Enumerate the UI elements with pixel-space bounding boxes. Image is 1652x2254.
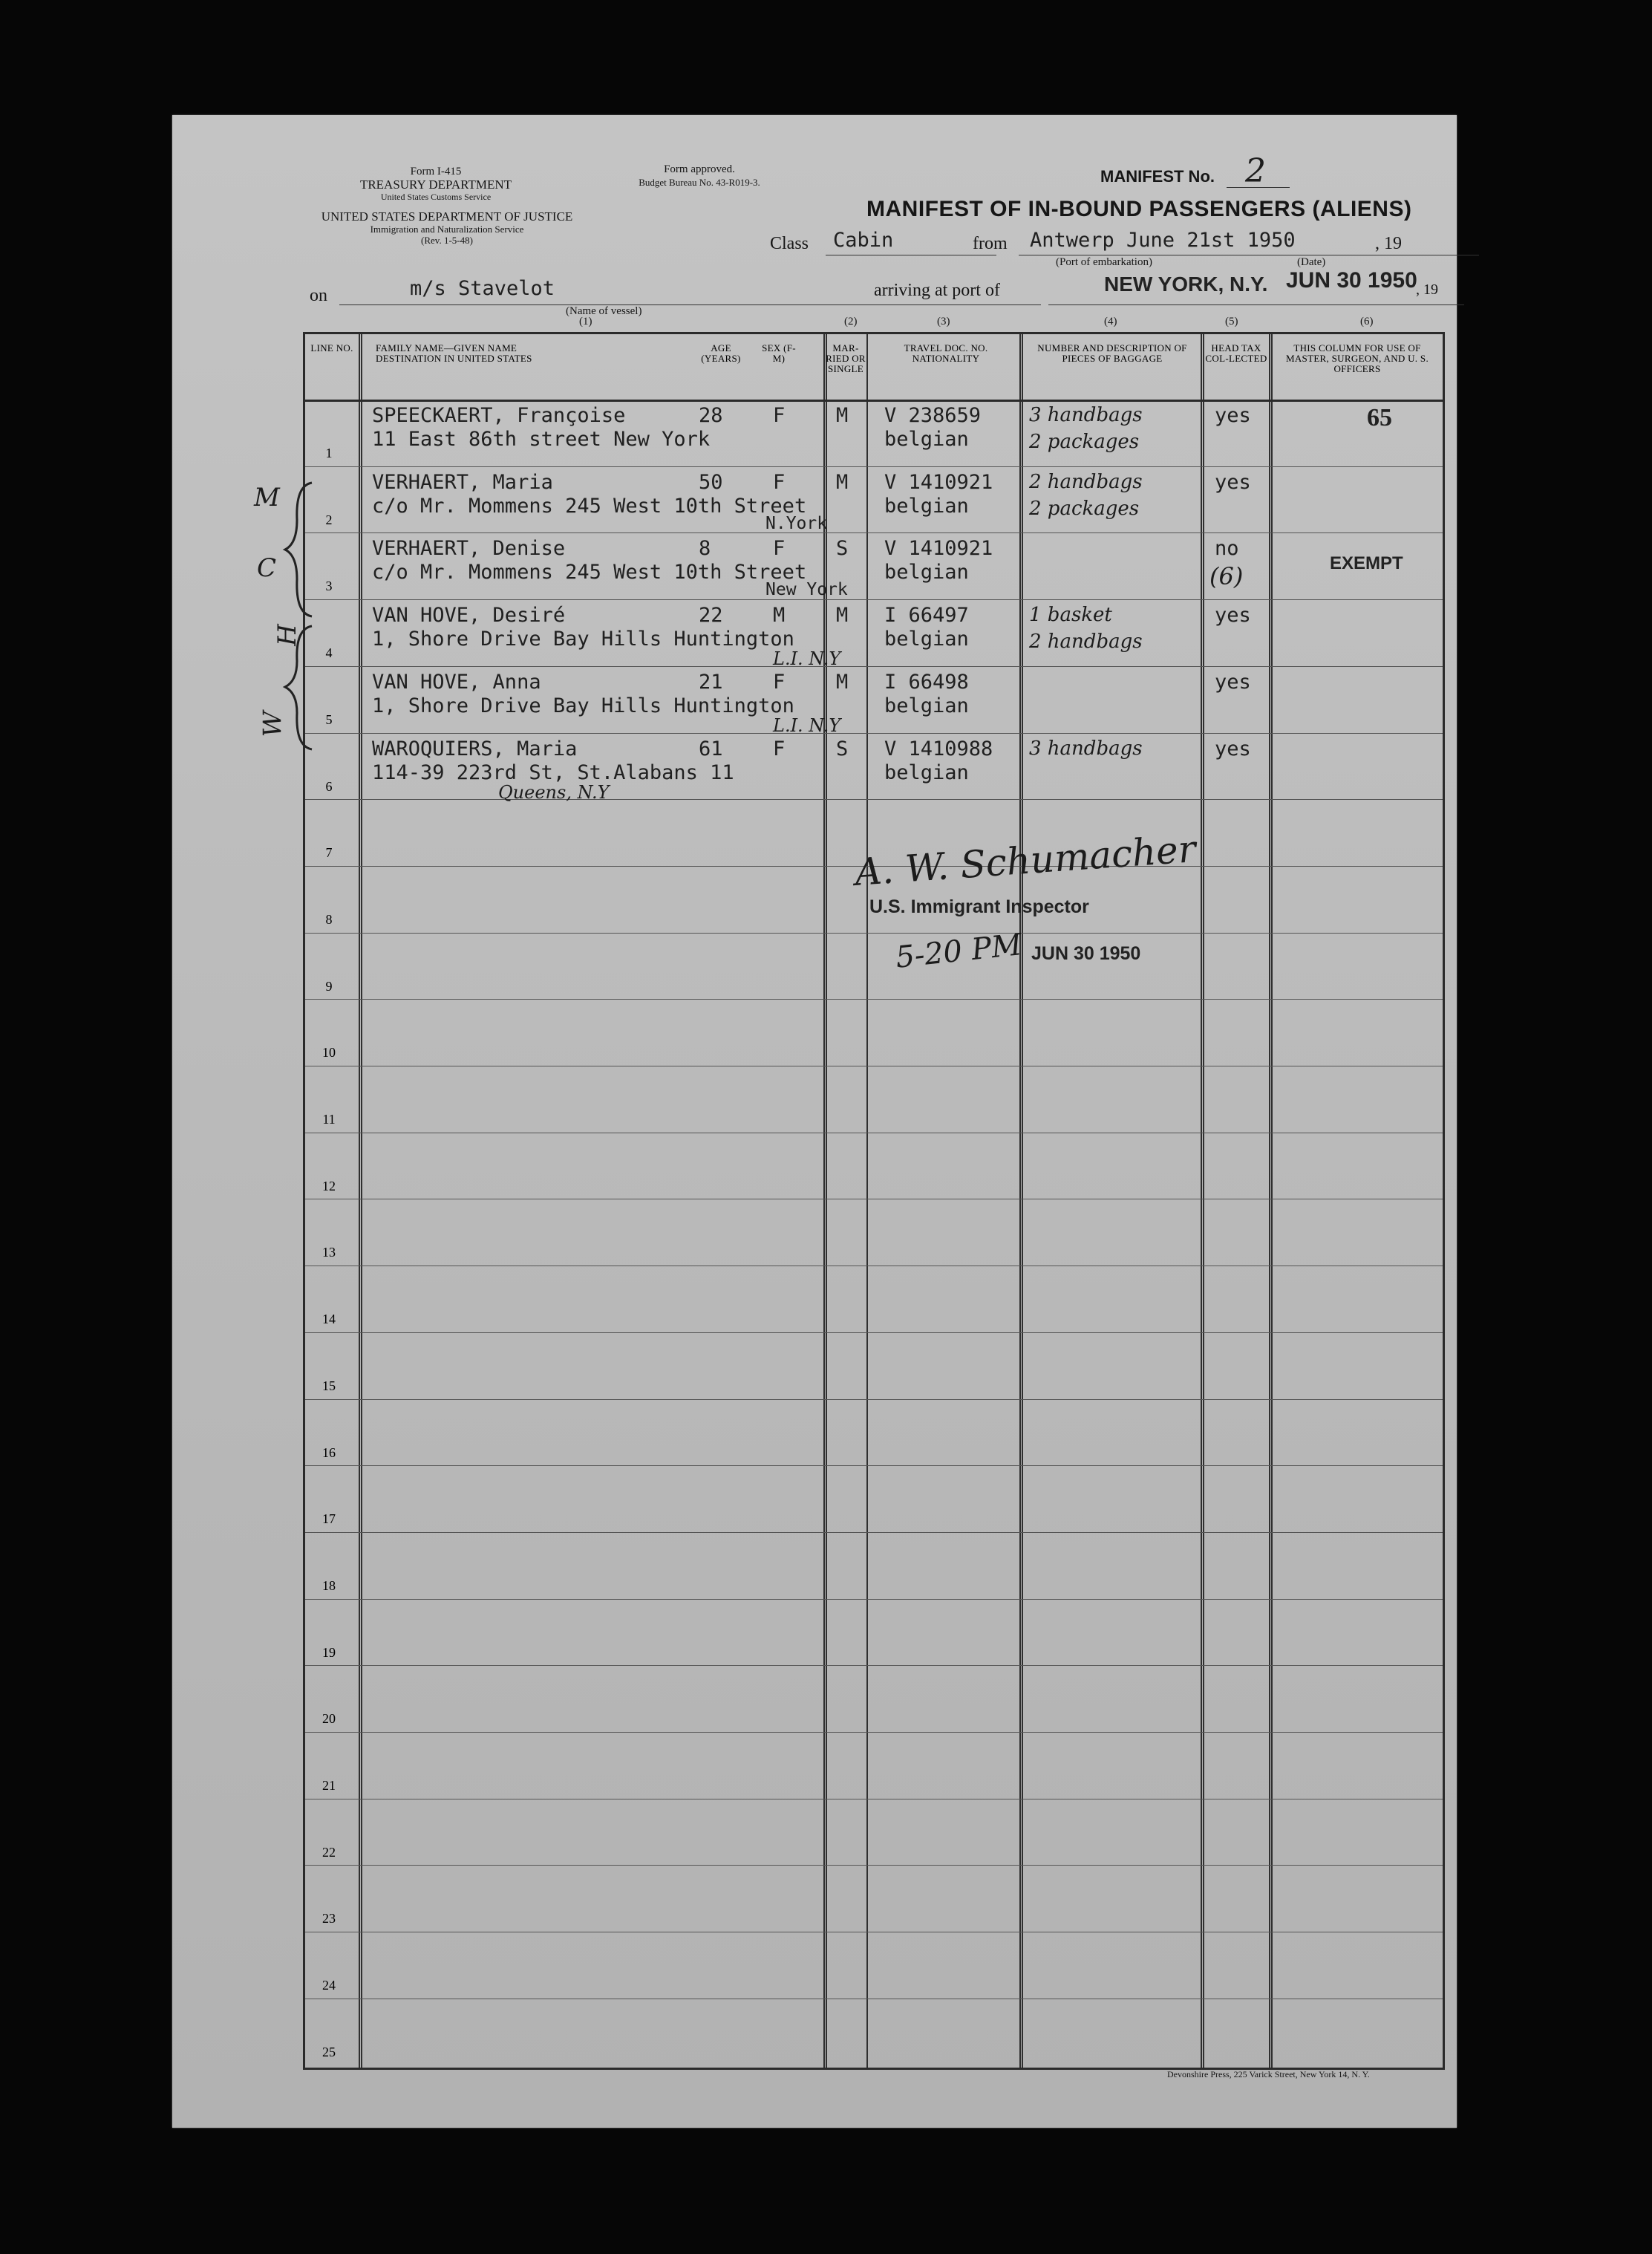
baggage-line-1: 3 handbags xyxy=(1029,737,1143,760)
column-divider xyxy=(866,334,868,2068)
inspector-title: U.S. Immigrant Inspector xyxy=(869,896,1089,917)
arrival-line xyxy=(1048,304,1464,305)
line-number: 11 xyxy=(322,1112,336,1127)
line-number: 6 xyxy=(325,778,333,794)
head-tax: yes xyxy=(1215,470,1251,494)
passenger-sex: F xyxy=(773,537,786,561)
passenger-age: 22 xyxy=(699,604,723,628)
line-number: 12 xyxy=(322,1178,336,1193)
passenger-sex: F xyxy=(773,404,786,427)
passenger-name: VERHAERT, Denise xyxy=(372,537,566,561)
inspection-date-stamp: JUN 30 1950 xyxy=(1031,943,1141,964)
row-divider xyxy=(305,599,1443,600)
passenger-name: VAN HOVE, Desiré xyxy=(372,604,566,628)
travel-doc-number: I 66497 xyxy=(884,604,969,628)
passenger-age: 28 xyxy=(699,404,723,427)
line-number: 9 xyxy=(325,978,333,994)
budget-bureau: Budget Bureau No. 43-R019-3. xyxy=(639,177,760,188)
margin-mark-m: M xyxy=(254,483,280,512)
passenger-sex: F xyxy=(773,470,786,494)
manifest-no-label: MANIFEST No. xyxy=(1100,167,1215,186)
column-divider xyxy=(359,334,362,2068)
column-divider xyxy=(1019,334,1023,2068)
line-number: 8 xyxy=(325,911,333,927)
line-number: 10 xyxy=(322,1045,336,1061)
date-caption: (Date) xyxy=(1297,256,1326,268)
margin-brace xyxy=(282,475,327,624)
row-divider xyxy=(305,999,1443,1000)
passenger-age: 8 xyxy=(699,537,711,561)
column-divider xyxy=(1201,334,1204,2068)
passenger-marital: S xyxy=(836,737,849,760)
line-number: 14 xyxy=(322,1312,336,1327)
passenger-address: 11 East 86th street New York xyxy=(372,428,711,451)
header-head-tax: HEAD TAX COL-LECTED xyxy=(1205,342,1267,364)
passenger-marital: M xyxy=(836,670,849,694)
row-divider xyxy=(305,532,1443,533)
passenger-address-cont: L.I. N.Y xyxy=(773,714,841,736)
passenger-address: c/o Mr. Mommens 245 West 10th Street xyxy=(372,494,807,518)
manifest-number: 2 xyxy=(1245,152,1266,190)
row-divider xyxy=(305,1465,1443,1466)
line-number: 24 xyxy=(322,1978,336,1993)
line-number: 2 xyxy=(325,512,333,527)
line-number: 5 xyxy=(325,711,333,727)
head-tax: yes xyxy=(1215,737,1251,760)
row-divider xyxy=(305,1399,1443,1400)
treasury-heading: TREASURY DEPARTMENT xyxy=(359,177,512,192)
passenger-name: VAN HOVE, Anna xyxy=(372,670,541,694)
vessel-caption: (Name of vessel) xyxy=(566,305,642,317)
embarkation-value: Antwerp June 21st 1950 xyxy=(1030,229,1296,252)
officer-note: 65 xyxy=(1367,404,1392,431)
arrival-year-suffix: , 19 xyxy=(1416,281,1438,298)
baggage-line-2: 2 packages xyxy=(1029,431,1140,453)
column-number: (5) xyxy=(1225,316,1238,328)
passenger-address-cont: Queens, N.Y xyxy=(498,781,610,803)
line-number: 15 xyxy=(322,1378,336,1393)
ins-heading: Immigration and Naturalization Service xyxy=(370,224,524,235)
passenger-address-cont: New York xyxy=(765,580,848,600)
margin-mark-w: W xyxy=(258,711,288,737)
row-divider xyxy=(305,733,1443,734)
on-label: on xyxy=(310,286,327,305)
travel-doc-number: I 66498 xyxy=(884,670,969,694)
row-divider xyxy=(305,666,1443,667)
justice-heading: UNITED STATES DEPARTMENT OF JUSTICE xyxy=(321,209,573,224)
passenger-address: 1, Shore Drive Bay Hills Huntington xyxy=(372,694,794,717)
line-number: 7 xyxy=(325,845,333,861)
column-number: (3) xyxy=(937,316,950,328)
header-travel-doc: TRAVEL DOC. NO. NATIONALITY xyxy=(904,342,988,364)
header-baggage: NUMBER AND DESCRIPTION OF PIECES OF BAGGAGE xyxy=(1037,342,1187,364)
line-number: 4 xyxy=(325,645,333,661)
row-divider xyxy=(305,1665,1443,1666)
class-value: Cabin xyxy=(833,229,894,252)
row-divider xyxy=(305,1732,1443,1733)
line-number: 3 xyxy=(325,579,333,594)
line-number: 16 xyxy=(322,1444,336,1460)
inspection-time: 5-20 PM xyxy=(894,928,1024,975)
passenger-nationality: belgian xyxy=(884,694,969,717)
header-married: MAR-RIED OR SINGLE xyxy=(826,342,866,374)
passenger-name: WAROQUIERS, Maria xyxy=(372,737,578,760)
passenger-marital: M xyxy=(836,604,849,628)
passenger-nationality: belgian xyxy=(884,494,969,518)
officer-note: EXEMPT xyxy=(1330,553,1403,574)
baggage-line-2: 2 packages xyxy=(1029,497,1140,520)
column-number: (4) xyxy=(1104,316,1117,328)
printer-footer: Devonshire Press, 225 Varick Street, New York 14, N. Y. xyxy=(1167,2069,1370,2079)
row-divider xyxy=(305,1532,1443,1533)
port-embark-caption: (Port of embarkation) xyxy=(1056,256,1152,268)
head-tax: no xyxy=(1215,537,1239,561)
inspector-signature: A. W. Schumacher xyxy=(853,827,1198,894)
line-number: 1 xyxy=(325,446,333,460)
passenger-marital: S xyxy=(836,537,849,561)
travel-doc-number: V 1410921 xyxy=(884,537,993,561)
header-officers: THIS COLUMN FOR USE OF MASTER, SURGEON, AND U. S. OFFICERS xyxy=(1286,342,1429,374)
baggage-line-1: 2 handbags xyxy=(1029,470,1143,493)
passenger-sex: M xyxy=(773,604,786,628)
passenger-marital: M xyxy=(836,470,849,494)
vessel-name: m/s Stavelot xyxy=(410,277,555,300)
line-number: 20 xyxy=(322,1711,336,1727)
head-tax: yes xyxy=(1215,670,1251,694)
head-tax-note: (6) xyxy=(1209,562,1244,591)
passenger-nationality: belgian xyxy=(884,561,969,584)
margin-mark-c: C xyxy=(257,553,277,583)
header-name: FAMILY NAME—GIVEN NAME DESTINATION IN UNITED STATES xyxy=(376,342,532,364)
passenger-name: VERHAERT, Maria xyxy=(372,470,553,494)
passenger-sex: F xyxy=(773,670,786,694)
passenger-marital: M xyxy=(836,404,849,427)
baggage-line-1: 1 basket xyxy=(1029,604,1112,627)
passenger-nationality: belgian xyxy=(884,628,969,651)
passenger-name: SPEECKAERT, Françoise xyxy=(372,404,626,427)
travel-doc-number: V 1410921 xyxy=(884,470,993,494)
margin-mark-h: H xyxy=(272,624,302,646)
year-suffix: , 19 xyxy=(1375,234,1402,253)
header-age: AGE (YEARS) xyxy=(701,342,741,364)
travel-doc-number: V 238659 xyxy=(884,404,982,427)
form-revision: (Rev. 1-5-48) xyxy=(421,235,473,246)
form-approved: Form approved. xyxy=(664,163,735,175)
line-number: 13 xyxy=(322,1245,336,1260)
head-tax: yes xyxy=(1215,604,1251,628)
row-divider xyxy=(305,933,1443,934)
vessel-line xyxy=(339,304,1041,305)
passenger-nationality: belgian xyxy=(884,760,969,784)
customs-service: United States Customs Service xyxy=(380,192,492,202)
travel-doc-number: V 1410988 xyxy=(884,737,993,760)
arrival-port-stamp: NEW YORK, N.Y. xyxy=(1104,273,1268,296)
header-line-no: LINE NO. xyxy=(310,342,353,354)
baggage-line-1: 3 handbags xyxy=(1029,404,1143,426)
arrival-date-stamp: JUN 30 1950 xyxy=(1286,268,1417,293)
column-number: (6) xyxy=(1360,316,1374,328)
manifest-title: MANIFEST OF IN-BOUND PASSENGERS (ALIENS) xyxy=(866,197,1412,221)
line-number: 22 xyxy=(322,1844,336,1860)
passenger-address-cont: L.I. N.Y xyxy=(773,648,841,670)
column-number: (1) xyxy=(579,316,592,328)
passenger-address-cont: N.York xyxy=(765,513,828,533)
row-divider xyxy=(305,1865,1443,1866)
line-number: 17 xyxy=(322,1511,336,1527)
passenger-address: c/o Mr. Mommens 245 West 10th Street xyxy=(372,561,807,584)
from-label: from xyxy=(973,234,1008,253)
row-divider xyxy=(305,799,1443,800)
head-tax: yes xyxy=(1215,404,1251,427)
column-divider xyxy=(1269,334,1273,2068)
passenger-table xyxy=(303,332,1445,2070)
passenger-age: 61 xyxy=(699,737,723,760)
class-label: Class xyxy=(770,234,809,253)
line-number: 21 xyxy=(322,1778,336,1793)
margin-brace xyxy=(282,620,327,754)
passenger-address: 114-39 223rd St, St.Alabans 11 xyxy=(372,760,734,784)
form-number: Form I-415 xyxy=(410,166,462,177)
row-divider xyxy=(305,466,1443,467)
line-number: 18 xyxy=(322,1577,336,1593)
arriving-label: arriving at port of xyxy=(874,281,1000,300)
passenger-sex: F xyxy=(773,737,786,760)
row-divider xyxy=(305,1332,1443,1333)
line-number: 19 xyxy=(322,1644,336,1660)
line-number: 23 xyxy=(322,1911,336,1926)
manifest-no-line xyxy=(1227,187,1290,188)
line-number: 25 xyxy=(322,2044,336,2059)
passenger-age: 50 xyxy=(699,470,723,494)
header-sex: SEX (F-M) xyxy=(762,342,796,364)
passenger-nationality: belgian xyxy=(884,428,969,451)
passenger-address: 1, Shore Drive Bay Hills Huntington xyxy=(372,628,794,651)
column-number: (2) xyxy=(844,316,858,328)
row-divider xyxy=(305,400,1443,402)
row-divider xyxy=(305,1599,1443,1600)
passenger-age: 21 xyxy=(699,670,723,694)
baggage-line-2: 2 handbags xyxy=(1029,631,1143,654)
